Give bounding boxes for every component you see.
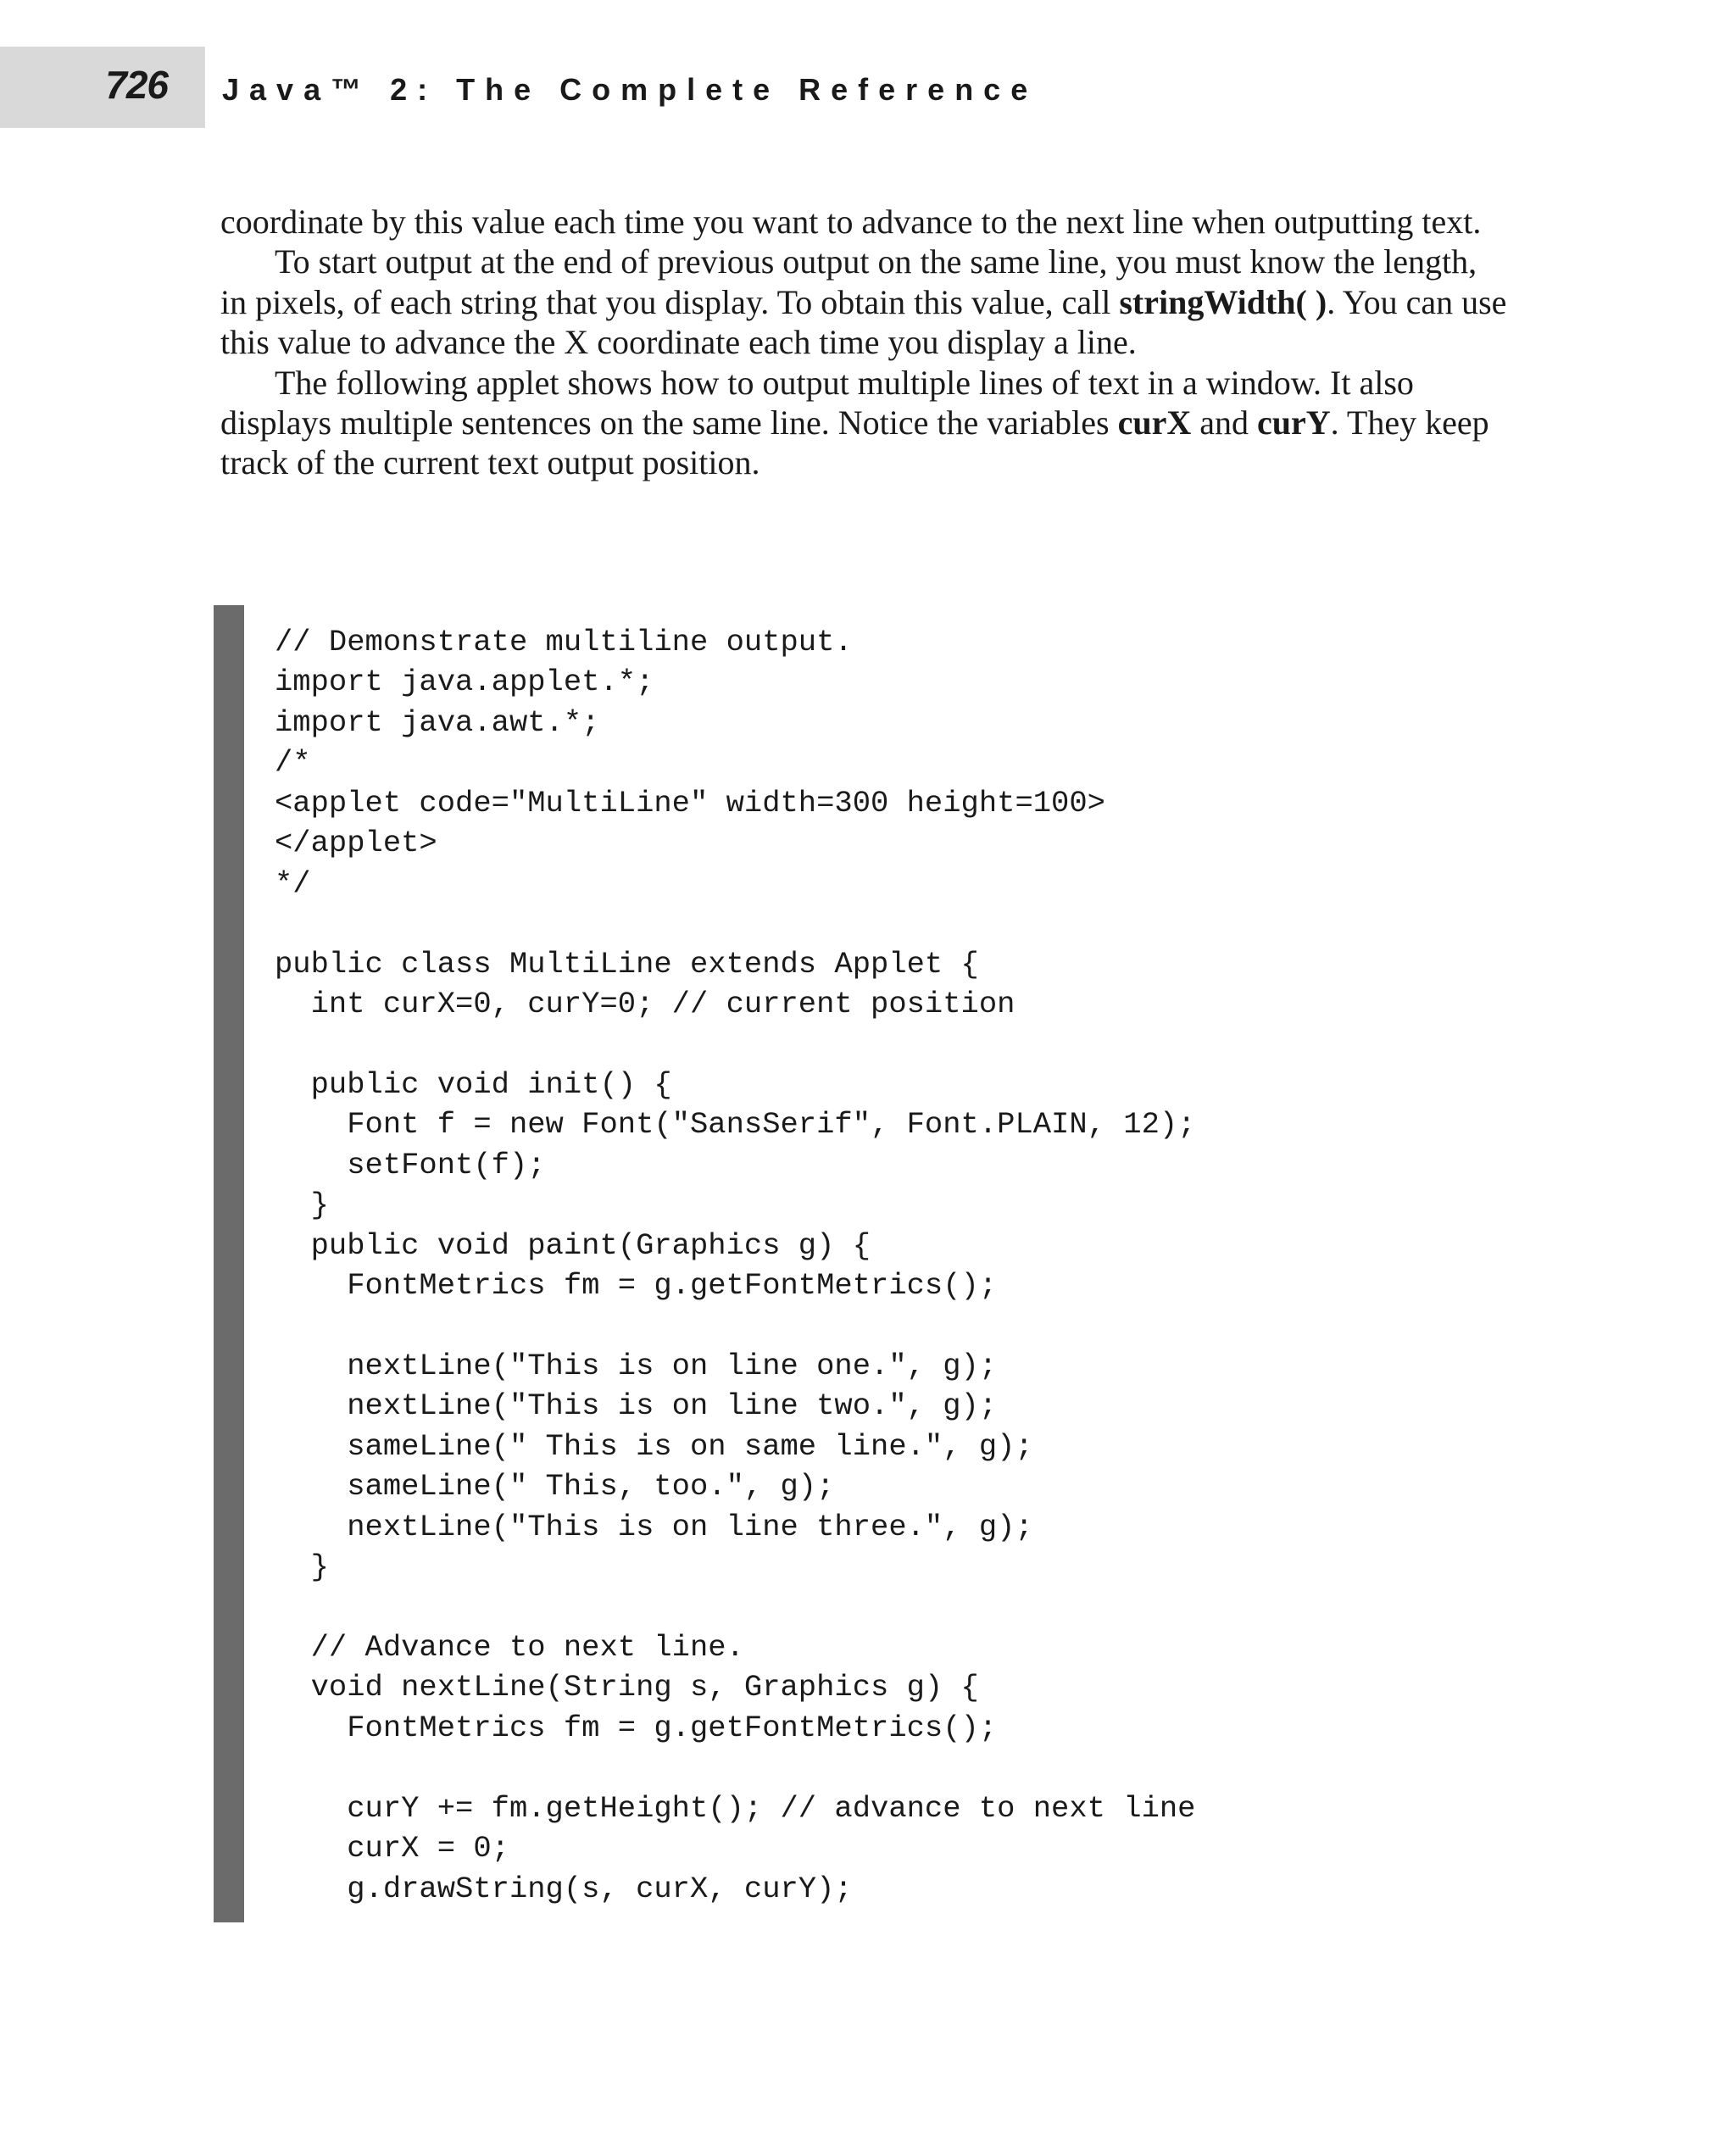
code-line: sameLine(" This is on same line.", g);: [275, 1428, 1033, 1464]
paragraph-3-and: and: [1191, 403, 1257, 442]
body-text: [220, 202, 1509, 483]
code-line: [275, 1748, 1195, 1788]
page-number: 726: [105, 63, 168, 107]
code-line: */: [275, 865, 311, 901]
code-line: [275, 1588, 1195, 1627]
code-line: curY += fm.getHeight(); // advance to next line: [275, 1790, 1196, 1826]
paragraph-2-text-a: To start output at the end of previous output on the same line, you must know the length, in pixels, of each string that you display. To obtain this value, call: [220, 242, 1477, 321]
code-line: </applet>: [275, 826, 437, 861]
page-number-tab: [0, 47, 205, 128]
paragraph-1: coordinate by this value each time you want to advance to the next line when outputting text.: [220, 203, 1482, 241]
code-line: [275, 904, 1195, 943]
code-line: FontMetrics fm = g.getFontMetrics();: [275, 1268, 998, 1303]
running-title: Java™ 2: The Complete Reference: [222, 72, 1038, 107]
paragraph-3-text-b: . They keep track of the current text output position.: [220, 403, 1489, 482]
code-line: setFont(f);: [275, 1147, 546, 1182]
paragraph-3: [220, 363, 1509, 483]
code-line: import java.awt.*;: [275, 704, 600, 740]
code-line: void nextLine(String s, Graphics g) {: [275, 1670, 979, 1705]
code-line: }: [275, 1188, 329, 1223]
code-line: }: [275, 1549, 329, 1585]
code-sidebar-bar: [214, 605, 244, 1922]
code-listing: [214, 605, 1485, 1922]
code-line: nextLine("This is on line one.", g);: [275, 1348, 998, 1383]
variable-name-curx: curX: [1117, 403, 1192, 442]
code-line: sameLine(" This, too.", g);: [275, 1469, 835, 1505]
code-line: public void paint(Graphics g) {: [275, 1227, 871, 1263]
code-line: [275, 1305, 1195, 1345]
paragraph-2-text-b: . You can use this value to advance the X coordinate each time you display a line.: [220, 282, 1507, 362]
code-line: int curX=0, curY=0; // current position: [275, 986, 1015, 1021]
code-line: public class MultiLine extends Applet {: [275, 946, 979, 982]
code-line: // Advance to next line.: [275, 1629, 744, 1665]
code-line: // Demonstrate multiline output.: [275, 625, 853, 659]
code-line: public void init() {: [275, 1066, 672, 1102]
variable-name-cury: curY: [1257, 403, 1331, 442]
code-line: curX = 0;: [275, 1831, 509, 1866]
method-name-stringwidth: stringWidth( ): [1119, 282, 1327, 321]
code-lines: [275, 622, 1195, 1909]
paragraph-3-text-a: The following applet shows how to output multiple lines of text in a window. It also displays multiple sentences on the same line. Notice the variables: [220, 363, 1414, 442]
code-line: FontMetrics fm = g.getFontMetrics();: [275, 1710, 998, 1745]
paragraph-2: [220, 242, 1509, 362]
page-header: [0, 47, 1736, 128]
code-line: Font f = new Font("SansSerif", Font.PLAIN, 12);: [275, 1107, 1196, 1143]
code-line: <applet code="MultiLine" width=300 height=100>: [275, 785, 1105, 820]
code-line: [275, 1024, 1195, 1064]
code-line: nextLine("This is on line three.", g);: [275, 1509, 1033, 1544]
code-line: nextLine("This is on line two.", g);: [275, 1388, 998, 1424]
code-line: import java.applet.*;: [275, 665, 654, 700]
code-line: g.drawString(s, curX, curY);: [275, 1871, 853, 1906]
code-line: /*: [275, 745, 311, 781]
